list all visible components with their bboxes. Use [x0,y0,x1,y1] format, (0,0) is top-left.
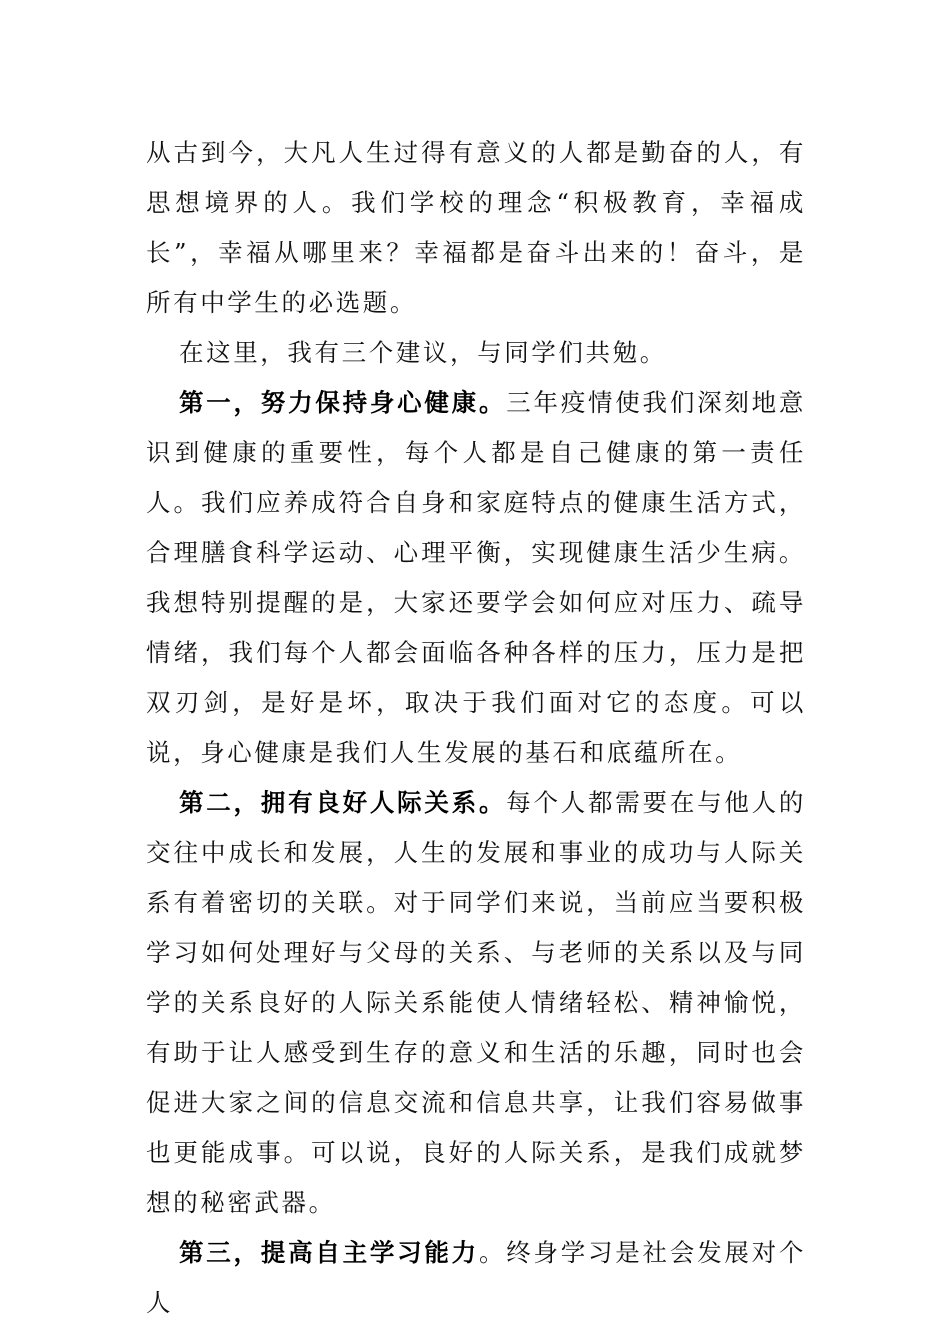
paragraph-text: 在这里，我有三个建议，与同学们共勉。 [179,338,667,367]
paragraph-self-learning [146,1228,806,1328]
paragraph-lead-heading: 第三，提高自主学习能力 [179,1238,479,1267]
paragraph-text: 三年疫情使我们深刻地意识到健康的重要性，每个人都是自己健康的第一责任人。我们应养成符合自身和家庭特点的健康生活方式，合理膳食科学运动、心理平衡，实现健康生活少生病。我想特别提醒的是，大家还要学会如何应对压力、疏导情绪，我们每个人都会面临各种各样的压力，压力是把双刃剑，是好是坏，取决于我们面对它的态度。可以说，身心健康是我们人生发展的基石和底蕴所在。 [146,388,806,767]
paragraph-suggestions-intro [146,328,806,378]
paragraph-text: 。终身学习是社会发展对个人 [146,1238,806,1317]
paragraph-health [146,378,806,778]
paragraph-lead-heading: 第二，拥有良好人际关系。 [179,788,507,817]
paragraph-intro [146,128,806,328]
paragraph-text: 从古到今，大凡人生过得有意义的人都是勤奋的人，有思想境界的人。我们学校的理念“积极教育，幸福成长”，幸福从哪里来？幸福都是奋斗出来的！奋斗，是所有中学生的必选题。 [146,138,806,317]
paragraph-text: 每个人都需要在与他人的交往中成长和发展，人生的发展和事业的成功与人际关系有着密切的关联。对于同学们来说，当前应当要积极学习如何处理好与父母的关系、与老师的关系以及与同学的关系良好的人际关系能使人情绪轻松、精神愉悦，有助于让人感受到生存的意义和生活的乐趣，同时也会促进大家之间的信息交流和信息共享，让我们容易做事也更能成事。可以说，良好的人际关系，是我们成就梦想的秘密武器。 [146,788,806,1217]
document-body [146,128,806,1328]
paragraph-relationships [146,778,806,1228]
paragraph-lead-heading: 第一，努力保持身心健康。 [179,388,507,417]
